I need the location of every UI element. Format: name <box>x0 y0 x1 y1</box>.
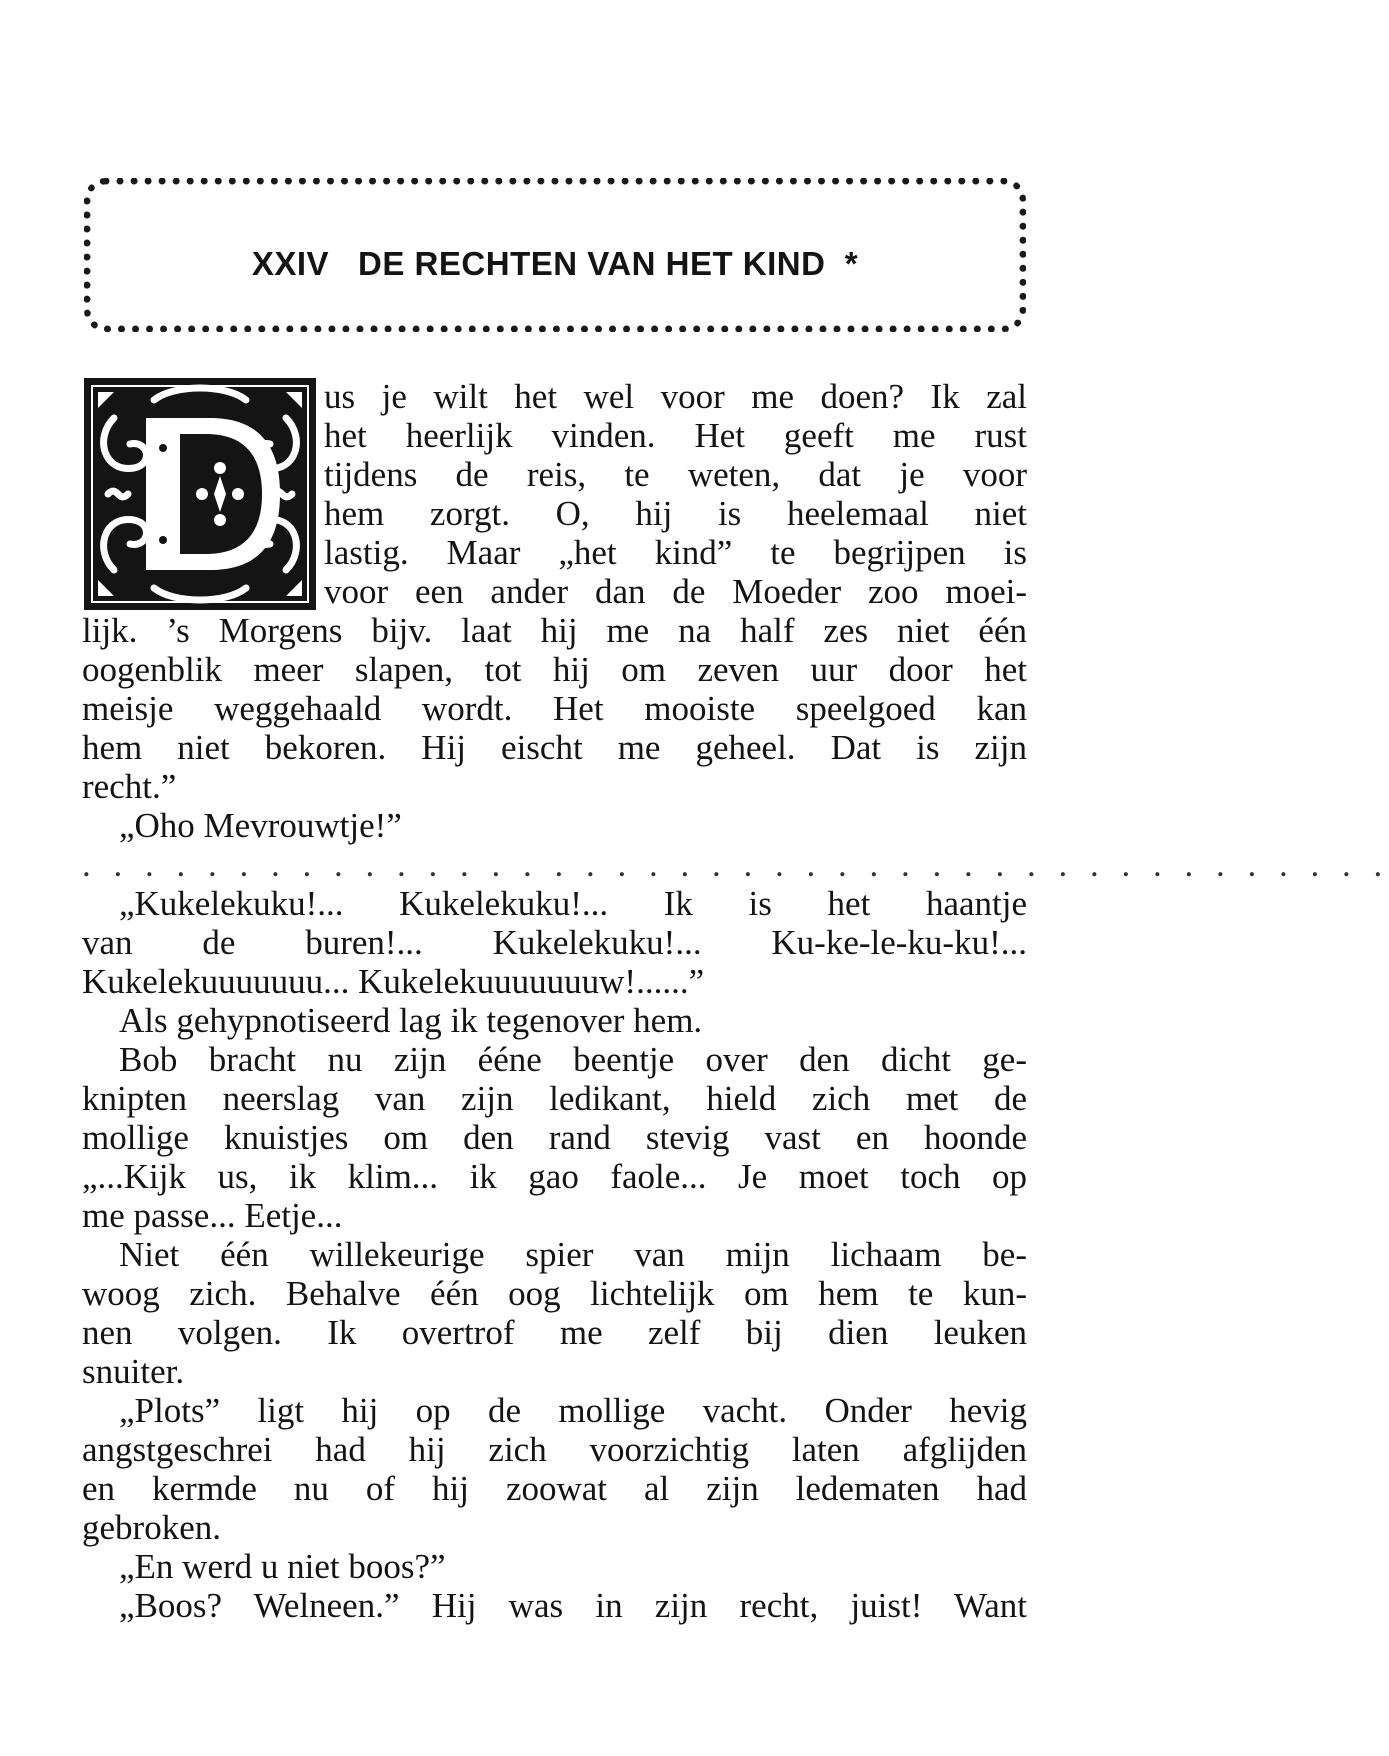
text-line: us je wilt het wel voor me doen? Ik zal <box>324 377 1027 416</box>
chapter-title: XXIV DE RECHTEN VAN HET KIND * <box>251 245 859 282</box>
text-line: „Boos? Welneen.” Hij was in zijn recht, juist! Want <box>119 1586 1027 1625</box>
text-line: voor een ander dan de Moeder zoo moei- <box>324 572 1027 611</box>
text-line: gebroken. <box>82 1508 221 1547</box>
text-line: snuiter. <box>82 1352 185 1391</box>
paragraph <box>82 1547 1027 1586</box>
text-line: recht.” <box>82 767 177 806</box>
text-line: lastig. Maar „het kind” te begrijpen is <box>324 533 1027 572</box>
text-line: Als gehypnotiseerd lag ik tegenover hem. <box>119 1001 703 1040</box>
text-line: oogenblik meer slapen, tot hij om zeven uur door het <box>82 650 1027 689</box>
paragraph <box>82 1235 1027 1391</box>
text-line: „Plots” ligt hij op de mollige vacht. Onder hevig <box>119 1391 1027 1430</box>
text-line: mollige knuistjes om den rand stevig vast en hoonde <box>82 1118 1027 1157</box>
section-break <box>82 845 1389 884</box>
text-line: lijk. ’s Morgens bijv. laat hij me na half zes niet één <box>82 611 1027 650</box>
text-line: „Kukelekuku!... Kukelekuku!... Ik is het haantje <box>119 884 1027 923</box>
text-line: van de buren!... Kukelekuku!... Ku-ke-le-ku-ku!... <box>82 923 1027 962</box>
text-line: hem niet bekoren. Hij eischt me geheel. Dat is zijn <box>82 728 1027 767</box>
text-line: tijdens de reis, te weten, dat je voor <box>324 455 1027 494</box>
text-line: angstgeschrei had hij zich voorzichtig laten afglijden <box>82 1430 1027 1469</box>
paragraph <box>82 1391 1027 1547</box>
paragraph <box>82 1586 1027 1625</box>
paragraph <box>82 1040 1027 1235</box>
text-line: Bob bracht nu zijn ééne beentje over den dicht ge- <box>119 1040 1027 1079</box>
text-line: het heerlijk vinden. Het geeft me rust <box>324 416 1027 455</box>
text-line: Niet één willekeurige spier van mijn lichaam be- <box>119 1235 1027 1274</box>
dotted-separator: . . . . . . . . . . . . . . . . . . . . . . . . . . . . . . . . . . . . . . . . . . <box>82 845 1389 884</box>
text-line: hem zorgt. O, hij is heelemaal niet <box>324 494 1027 533</box>
paragraph <box>82 884 1027 1001</box>
text-line: me passe... Eetje... <box>82 1196 343 1235</box>
text-line: nen volgen. Ik overtrof me zelf bij dien leuken <box>82 1313 1027 1352</box>
text-line: Kukelekuuuuuuu... Kukelekuuuuuuuw!......” <box>82 962 705 1001</box>
paragraph <box>82 806 1027 845</box>
text-line: knipten neerslag van zijn ledikant, hield zich met de <box>82 1079 1027 1118</box>
text-line: „En werd u niet boos?” <box>119 1547 446 1586</box>
body-text <box>82 377 1389 1625</box>
paragraph <box>82 1001 1027 1040</box>
text-line: meisje weggehaald wordt. Het mooiste speelgoed kan <box>82 689 1027 728</box>
text-line: „...Kijk us, ik klim... ik gao faole... Je moet toch op <box>82 1157 1027 1196</box>
text-line: „Oho Mevrouwtje!” <box>119 806 402 845</box>
chapter-heading-frame <box>84 178 1026 332</box>
text-line: woog zich. Behalve één oog lichtelijk om hem te kun- <box>82 1274 1027 1313</box>
text-line: en kermde nu of hij zoowat al zijn ledematen had <box>82 1469 1027 1508</box>
paragraph <box>82 377 1027 806</box>
